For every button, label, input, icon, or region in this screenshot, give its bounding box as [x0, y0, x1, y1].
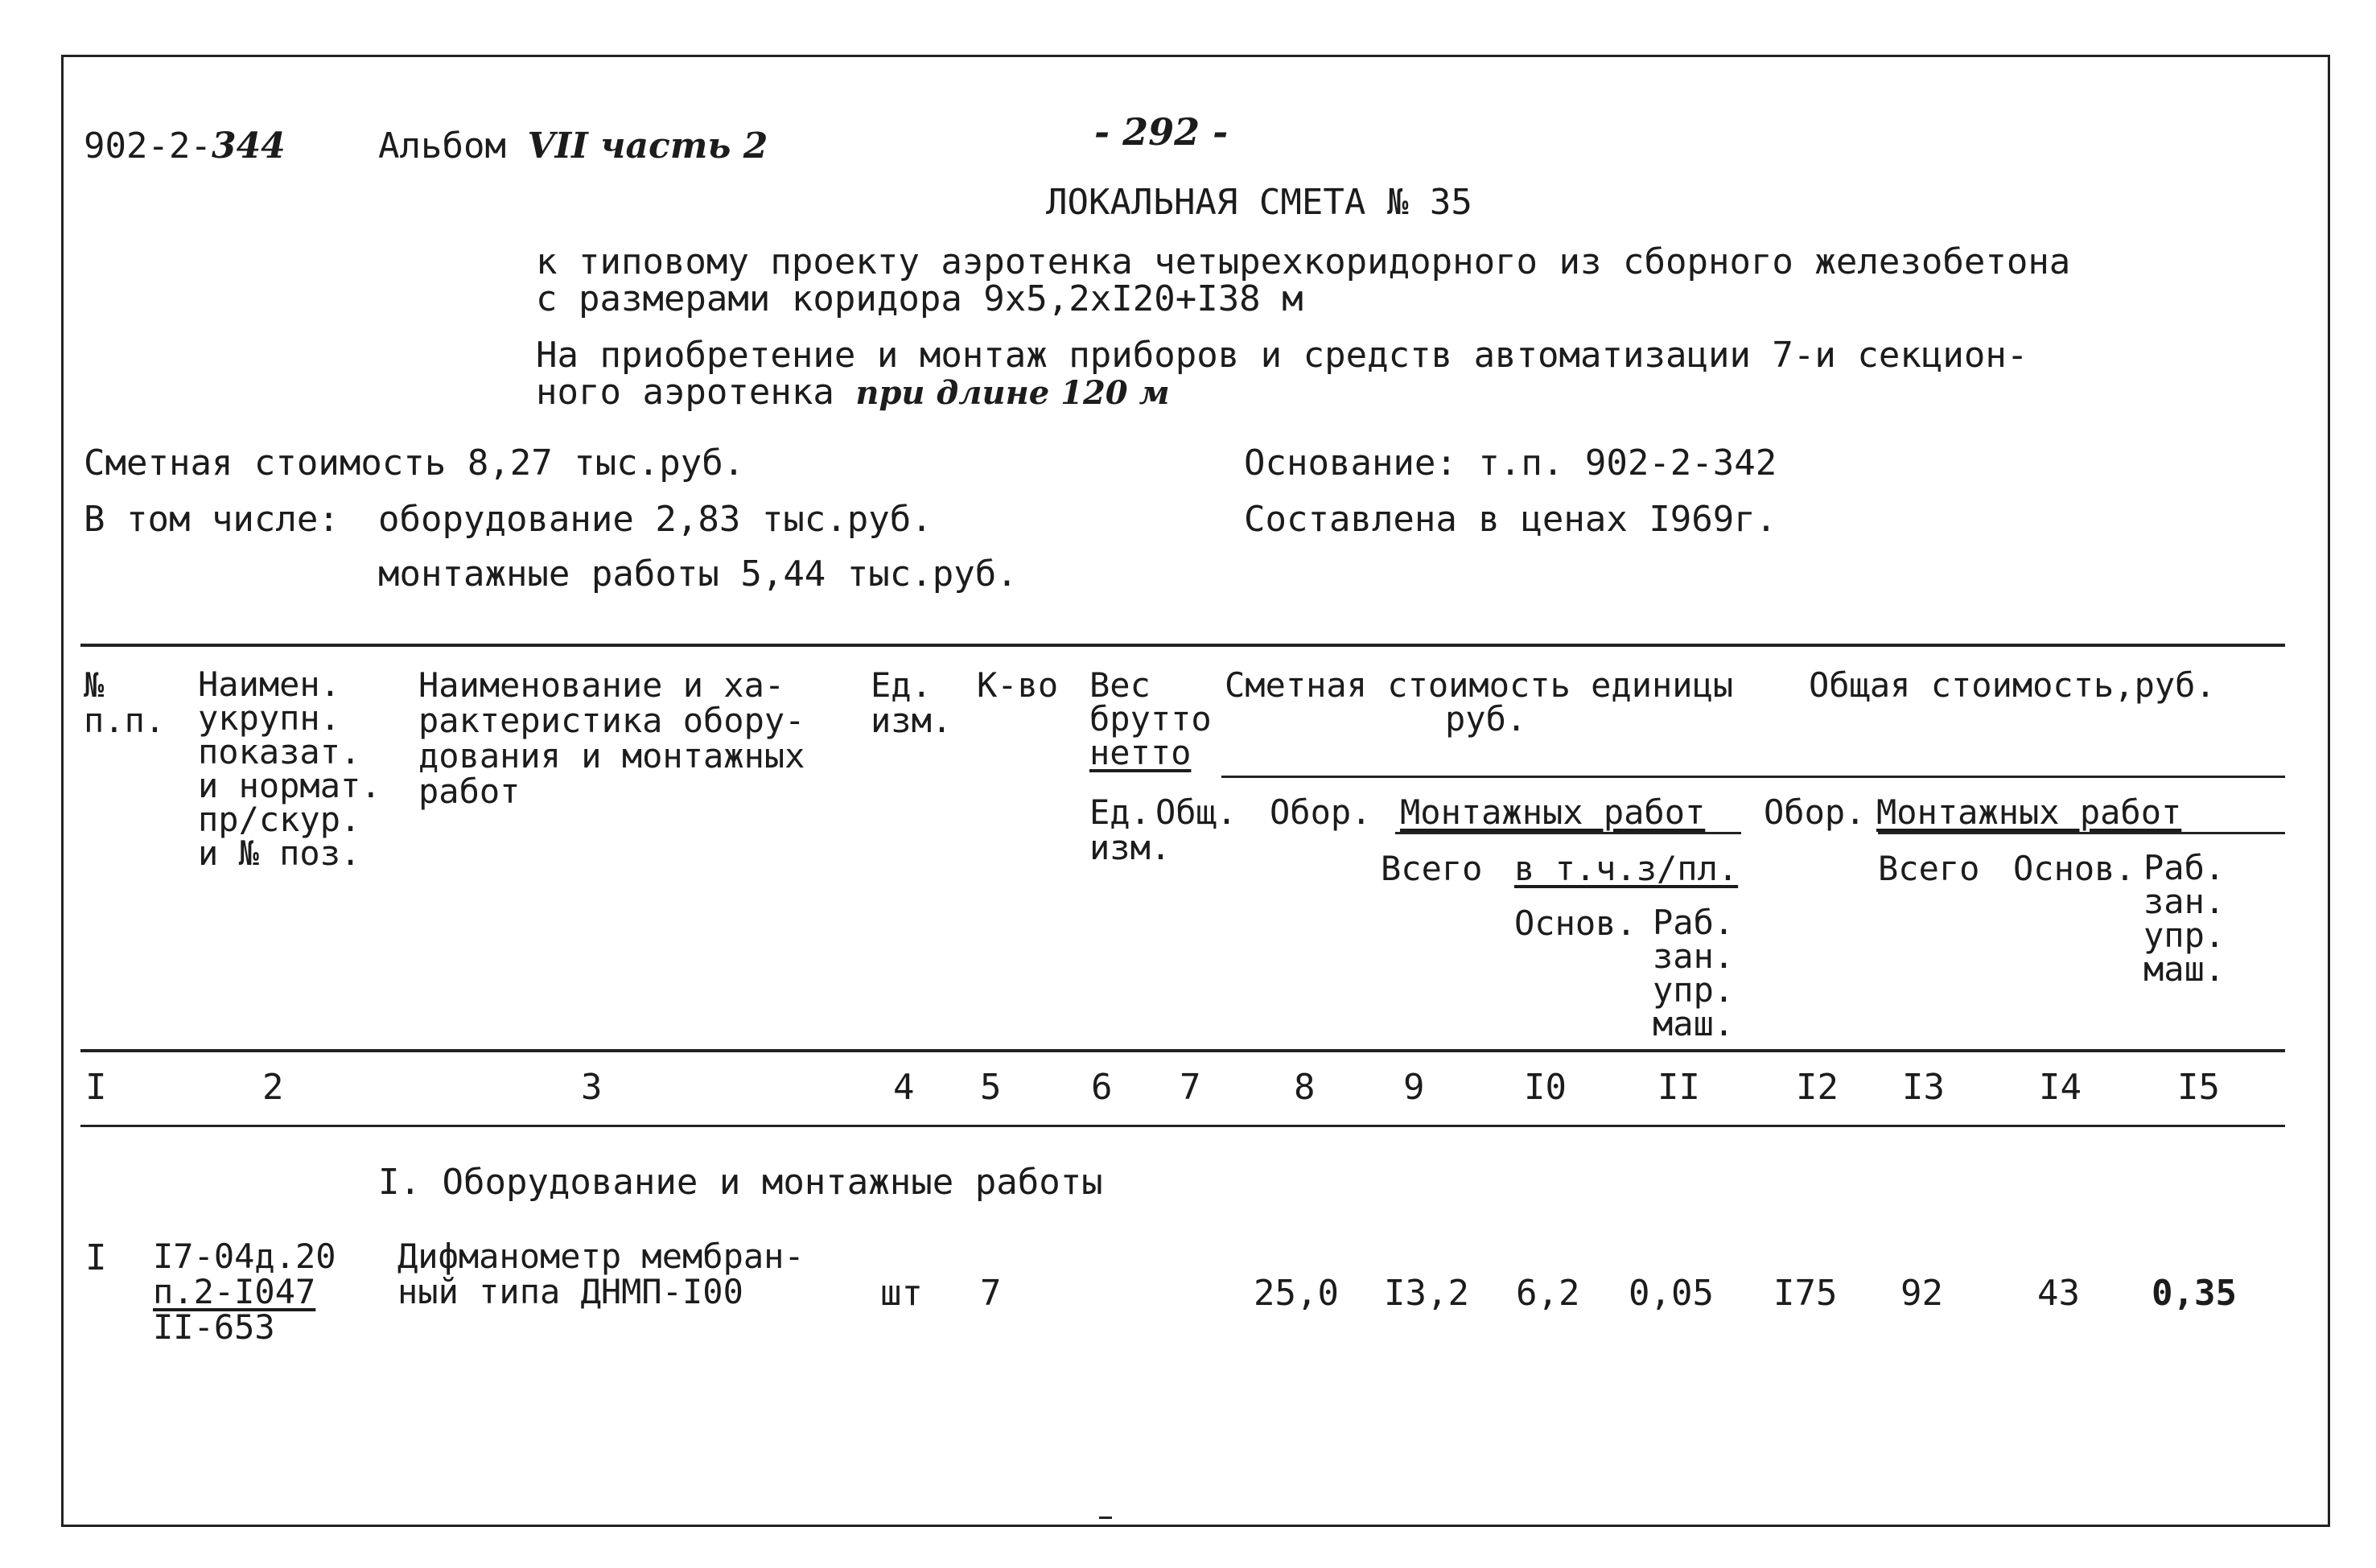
total-montazh-header: Монтажных работ [1876, 792, 2182, 832]
title-line-4 [536, 373, 1170, 413]
colnum-10: I0 [1524, 1067, 1567, 1108]
row-c11: 0,05 [1629, 1273, 1714, 1314]
col-weight-total: Общ. [1155, 792, 1237, 832]
row-c8: 25,0 [1254, 1273, 1339, 1314]
col-weight-header: Вес [1089, 665, 1151, 705]
unit-obor-header: Обор. [1270, 792, 1372, 832]
row-unit: шт [880, 1273, 923, 1314]
prices-year: Составлена в ценах I969г. [1244, 499, 1777, 540]
document-title: ЛОКАЛЬНАЯ СМЕТА № 35 [1046, 182, 1472, 223]
total-cost-header: Общая стоимость,руб. [1809, 665, 2216, 705]
title-line-4-print: ного аэротенка [536, 372, 834, 413]
unit-montazh-header: Монтажных работ [1400, 792, 1706, 832]
estimated-cost: Сметная стоимость 8,27 тыс.руб. [84, 442, 745, 484]
total-osnov-header: Основ. [2013, 849, 2135, 888]
colnum-7: 7 [1180, 1067, 1201, 1108]
col-weight-brutto: брутто [1089, 699, 1212, 739]
colnum-11: II [1657, 1067, 1700, 1108]
title-line-2: с размерами коридора 9х5,2хI20+I38 м [536, 278, 1303, 319]
row-c13: 92 [1900, 1273, 1943, 1314]
row-c12: I75 [1773, 1273, 1838, 1314]
total-vsego-header: Всего [1878, 849, 1980, 888]
basis: Основание: т.п. 902-2-342 [1244, 442, 1777, 484]
col-unit-header: Ед. изм. [871, 665, 953, 740]
colnum-6: 6 [1091, 1067, 1113, 1108]
cost-header-rule [1221, 776, 2285, 778]
colnum-5: 5 [980, 1067, 1002, 1108]
colnum-8: 8 [1294, 1067, 1316, 1108]
row-c9: I3,2 [1384, 1273, 1469, 1314]
equipment-cost: оборудование 2,83 тыс.руб. [378, 499, 933, 540]
unit-vsego-header: Всего [1381, 849, 1483, 888]
unit-osnov-header: Основ. [1514, 903, 1637, 943]
colnum-13: I3 [1902, 1067, 1945, 1108]
colnum-9: 9 [1403, 1067, 1425, 1108]
colnum-15: I5 [2177, 1067, 2220, 1108]
total-obor-header: Обор. [1764, 792, 1866, 832]
album-label [378, 127, 768, 166]
col-qty-header: К-во [977, 665, 1059, 705]
unit-cost-header: Сметная стоимость единицы [1225, 665, 1734, 705]
title-line-3: На приобретение и монтаж приборов и средств автоматизации 7-и секцион- [536, 335, 2028, 376]
unit-rab-header: Раб. зан. упр. маш. [1653, 903, 1735, 1043]
album-hand: VII часть 2 [527, 126, 768, 167]
colnum-4: 4 [893, 1067, 915, 1108]
title-line-4-hand: при длине 120 м [855, 374, 1170, 412]
row-code-2: п.2-I047 [153, 1272, 316, 1311]
colnum-3: 3 [581, 1067, 603, 1108]
unit-vtch-header: в т.ч.з/пл. [1514, 849, 1739, 888]
row-qty: 7 [980, 1273, 1002, 1314]
colnum-14: I4 [2039, 1067, 2082, 1108]
col-code-header: Наимен. укрупн. показат. и нормат. пр/скур. и № поз. [198, 665, 381, 873]
colnum-1: I [85, 1067, 107, 1108]
colnum-12: I2 [1796, 1067, 1839, 1108]
unit-cost-rub: руб. [1445, 699, 1527, 739]
row-num: I [85, 1237, 107, 1278]
page-number: - 292 - [1094, 110, 1229, 154]
row-c15: 0,35 [2152, 1273, 2237, 1314]
section-heading: I. Оборудование и монтажные работы [378, 1162, 1103, 1203]
montazh-unit-rule [1395, 832, 1741, 834]
row-code-3: II-653 [153, 1307, 275, 1347]
title-line-1: к типовому проекту аэротенка четырехкоридорного из сборного железобетона [536, 241, 2071, 282]
header-bottom-rule [80, 1049, 2285, 1052]
row-name-1: Дифманометр мембран- [397, 1237, 805, 1276]
col-num-header: № п.п. [84, 665, 166, 740]
including-label: В том числе: [84, 499, 340, 540]
row-code-1: I7-04д.20 [153, 1237, 336, 1276]
album-print: Альбом [378, 126, 506, 167]
row-name-2: ный типа ДНМП-I00 [397, 1272, 743, 1311]
bottom-mark [1099, 1517, 1112, 1519]
table-top-rule [80, 644, 2285, 647]
column-numbers-rule [80, 1125, 2285, 1127]
col-name-header: Наименование и ха- рактеристика обору- дования и монтажных работ [418, 665, 805, 811]
col-weight-unit: Ед. изм. [1089, 792, 1172, 867]
row-c10: 6,2 [1516, 1273, 1580, 1314]
project-code [84, 127, 286, 166]
col-weight-netto: нетто [1089, 733, 1192, 772]
row-c14: 43 [2037, 1273, 2080, 1314]
colnum-2: 2 [262, 1067, 284, 1108]
project-code-hand: 344 [211, 126, 286, 167]
mounting-cost: монтажные работы 5,44 тыс.руб. [378, 554, 1018, 595]
montazh-total-rule [1878, 832, 2285, 834]
project-code-prefix: 902-2- [84, 126, 212, 167]
total-rab-header: Раб. зан. упр. маш. [2143, 848, 2226, 989]
